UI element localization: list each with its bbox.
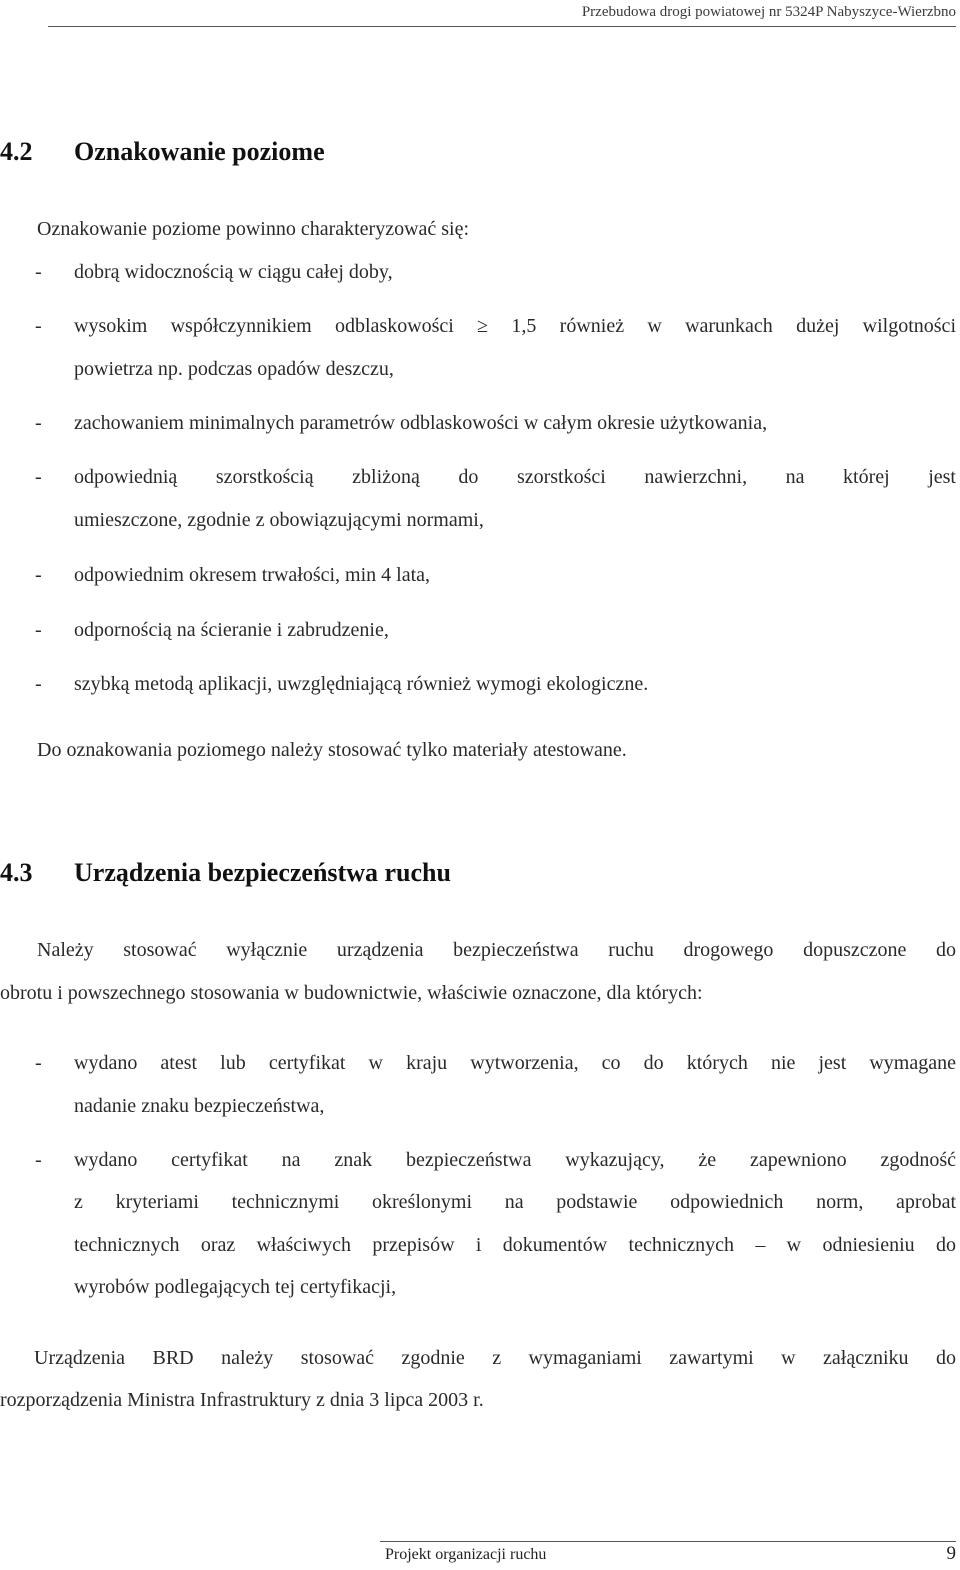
list-dash: - (35, 466, 42, 488)
list-item (74, 261, 956, 283)
section-title: Oznakowanie poziome (74, 137, 325, 166)
list-item (74, 412, 956, 434)
footer-title: Projekt organizacji ruchu (385, 1546, 547, 1563)
list-item-line: wyrobów podlegających tej certyfikacji, (74, 1276, 397, 1298)
list-dash: - (35, 261, 42, 283)
paragraph-line: Należy stosować wyłącznie urządzenia bezpieczeństwa ruchu drogowego dopuszczone do (37, 939, 956, 961)
list-item-line: wydano atest lub certyfikat w kraju wytworzenia, co do których nie jest wymagane (74, 1052, 956, 1074)
list-item (74, 1052, 956, 1117)
section-number: 4.3 (0, 858, 33, 887)
section-heading-4-3 (0, 858, 451, 888)
paragraph-line: rozporządzenia Ministra Infrastruktury z dnia 3 lipca 2003 r. (0, 1389, 484, 1411)
list-item-line: odpornością na ścieranie i zabrudzenie, (74, 619, 389, 641)
list-item (74, 315, 956, 380)
list-item-line: technicznych oraz właściwych przepisów i dokumentów technicznych – w odniesieniu do (74, 1234, 956, 1256)
list-dash: - (35, 1052, 42, 1074)
list-item (74, 466, 956, 531)
section-title: Urządzenia bezpieczeństwa ruchu (74, 858, 451, 887)
paragraph-line: Urządzenia BRD należy stosować zgodnie z wymaganiami zawartymi w załączniku do (34, 1347, 956, 1369)
list-item-line: wysokim współczynnikiem odblaskowości ≥ 1,5 również w warunkach dużej wilgotności (74, 315, 956, 337)
list-item-line: dobrą widocznością w ciągu całej doby, (74, 261, 393, 283)
list-dash: - (35, 412, 42, 434)
section-intro: Oznakowanie poziome powinno charakteryzować się: (37, 218, 470, 240)
list-dash: - (35, 315, 42, 337)
list-item-line: z kryteriami technicznymi określonymi na podstawie odpowiednich norm, aprobat (74, 1191, 956, 1213)
list-item (74, 564, 956, 586)
paragraph-line: obrotu i powszechnego stosowania w budownictwie, właściwie oznaczone, dla których: (0, 982, 703, 1004)
section-number: 4.2 (0, 137, 33, 166)
list-item-line: wydano certyfikat na znak bezpieczeństwa wykazujący, że zapewniono zgodność (74, 1149, 956, 1171)
list-item-line: szybką metodą aplikacji, uwzględniającą również wymogi ekologiczne. (74, 673, 649, 695)
footer-rule (380, 1541, 956, 1542)
list-item-line: umieszczone, zgodnie z obowiązującymi normami, (74, 509, 484, 531)
section-closing: Do oznakowania poziomego należy stosować tylko materiały atestowane. (37, 739, 627, 761)
page-number: 9 (946, 1543, 956, 1564)
list-item (74, 673, 956, 695)
list-dash: - (35, 1149, 42, 1171)
list-item-line: odpowiednim okresem trwałości, min 4 lata, (74, 564, 431, 586)
list-item-line: odpowiednią szorstkością zbliżoną do szorstkości nawierzchni, na której jest (74, 466, 956, 488)
list-item-line: nadanie znaku bezpieczeństwa, (74, 1095, 325, 1117)
list-dash: - (35, 564, 42, 586)
section-heading-4-2 (0, 137, 325, 167)
list-item (74, 619, 956, 641)
running-header: Przebudowa drogi powiatowej nr 5324P Nabyszyce-Wierzbno (581, 4, 956, 20)
list-item-line: zachowaniem minimalnych parametrów odblaskowości w całym okresie użytkowania, (74, 412, 768, 434)
list-dash: - (35, 673, 42, 695)
list-item (74, 1149, 956, 1298)
list-item-line: powietrza np. podczas opadów deszczu, (74, 358, 394, 380)
list-dash: - (35, 619, 42, 641)
header-rule (48, 26, 956, 27)
